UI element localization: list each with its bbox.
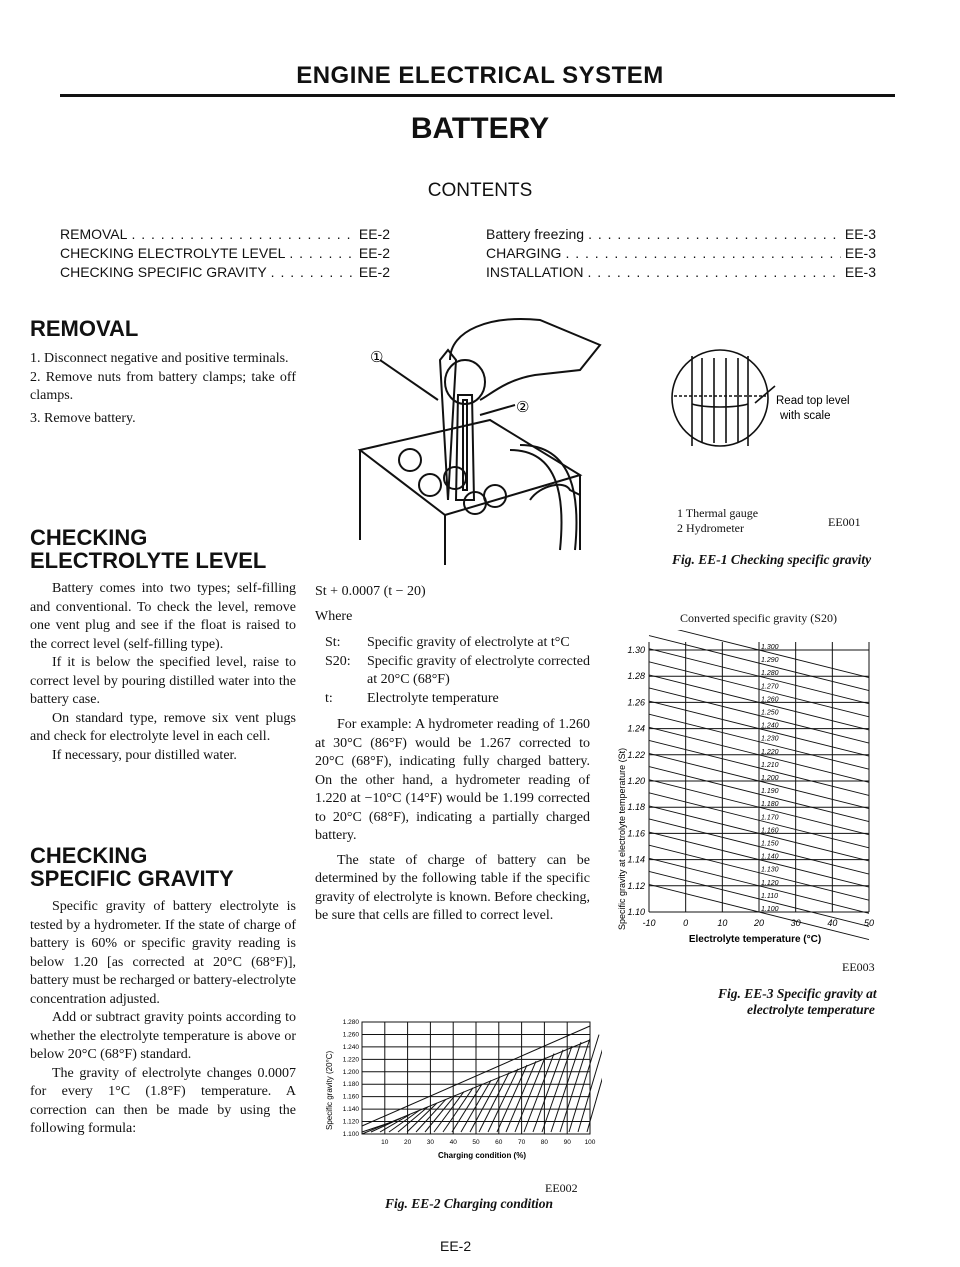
level-heading-line2: ELECTROLYTE LEVEL	[30, 548, 267, 573]
gravity-paragraph: Specific gravity of battery electrolyte is tested by a hydrometer. If the state of charge of battery is 60% or specific gravity reading is below 1.20 [as corrected at 20°C (68°F)], battery must be recharged or battery-electrolyte concentration adjusted.	[30, 899, 297, 1007]
fig2-y-tick: 1.120	[342, 1118, 359, 1126]
formula-def: t: Electrolyte temperature	[325, 690, 499, 706]
fig2-x-tick: 60	[495, 1139, 503, 1146]
fig2-band-hatch	[470, 1076, 500, 1132]
fig3-series-label: 1.140	[761, 853, 779, 861]
fig3-y-tick: 1.16	[627, 828, 645, 839]
fig3-title: Converted specific gravity (S20)	[680, 611, 837, 625]
fig3-series-label: 1.210	[761, 761, 779, 769]
fig3-series-label: 1.260	[761, 696, 779, 704]
fig3-series-label: 1.190	[761, 788, 779, 796]
inset-callout-line2: with scale	[780, 410, 831, 422]
gravity-heading-line1: CHECKING	[30, 843, 148, 868]
fig2-x-tick: 30	[426, 1139, 435, 1146]
fig3-y-tick: 1.12	[627, 880, 645, 891]
fig3-x-tick: 0	[683, 918, 689, 928]
toc-item[interactable]: INSTALLATION . . . EE-3	[486, 263, 876, 282]
fig3-series-label: 1.110	[761, 892, 778, 900]
fig2-x-tick: 70	[517, 1139, 526, 1146]
page-title: BATTERY	[410, 112, 550, 145]
charging-condition-chart	[322, 1010, 602, 1180]
level-body	[30, 580, 296, 765]
fig2-y-tick: 1.180	[342, 1081, 359, 1089]
fig3-y-tick: 1.22	[627, 749, 645, 760]
fig3-series-label: 1.200	[761, 775, 779, 782]
fig3-xlabel: Electrolyte temperature (°C)	[688, 934, 822, 945]
fig3-x-tick: 40	[827, 918, 838, 928]
fig2-y-tick: 1.280	[342, 1019, 359, 1026]
formula-block	[315, 583, 590, 926]
fig3-x-tick: 20	[753, 918, 765, 928]
fig2-x-tick: 50	[472, 1139, 480, 1146]
fig3-y-tick: 1.10	[627, 907, 645, 917]
fig2-band-hatch	[398, 1107, 428, 1132]
fig3-series-label: 1.240	[761, 722, 779, 730]
fig2-ylabel: Specific gravity (20°C)	[325, 1050, 334, 1130]
formula-def: St: Specific gravity of electrolyte at t°C	[325, 635, 570, 650]
fig2-y-tick: 1.100	[342, 1131, 359, 1138]
toc-item[interactable]: CHECKING ELECTROLYTE LEVEL . . . EE-2	[60, 244, 390, 263]
formula-example: For example: A hydrometer reading of 1.260 at 30°C (86°F) would be 1.267 corrected to 20°C (68°F), indicating fully charged battery. On the other hand, a hydrometer reading of 1.220 at −10°C (14°F) would be 1.199 corrected to 20°C (68°F), indicating a partially charged battery.	[315, 717, 590, 843]
fig1-caption: Fig. EE-1 Checking specific gravity	[672, 552, 872, 567]
gravity-paragraph: Add or subtract gravity points according to whether the electrolyte temperature is above or below 20°C (68°F) standard.	[30, 1010, 296, 1062]
level-paragraph: On standard type, remove six vent plugs and check for electrolyte level in each cell.	[30, 710, 296, 744]
fig2-band-hatch	[416, 1099, 446, 1132]
fig2-band-hatch	[587, 1027, 602, 1132]
level-paragraph: If necessary, pour distilled water.	[52, 747, 237, 763]
toc-item[interactable]: Battery freezing . . . EE-3	[486, 225, 876, 244]
fig2-y-tick: 1.220	[342, 1056, 359, 1064]
fig3-series-label: 1.100	[761, 906, 779, 913]
state-of-charge-text: The state of charge of battery can be determined by the following table if the specific gravity of electrolyte is known. Before checking, be sure that cells are filled to correct level.	[315, 852, 590, 923]
fig2-caption: Fig. EE-2 Charging condition	[385, 1196, 554, 1211]
gravity-heading-line2: SPECIFIC GRAVITY	[30, 866, 234, 891]
fig3-series-label: 1.280	[761, 670, 779, 678]
fig2-x-tick: 90	[563, 1139, 571, 1146]
toc-left	[60, 225, 390, 282]
level-paragraph: Battery comes into two types; self-filling and conventional. To check the level, remove one vent plug and see if the float is raised to the correct level (self-filling type).	[30, 581, 296, 652]
removal-heading: REMOVAL	[30, 316, 139, 341]
fig2-band-hatch	[551, 1042, 581, 1132]
fig3-ylabel: Specific gravity at electrolyte temperature (St)	[617, 747, 627, 930]
fig3-y-tick: 1.30	[627, 645, 645, 655]
fig2-y-tick: 1.240	[342, 1043, 359, 1051]
fig3-series-label: 1.160	[761, 827, 779, 835]
fig3-series-label: 1.120	[761, 879, 779, 887]
fig3-x-tick: -10	[642, 918, 656, 928]
fig1-marker-1: ①	[370, 349, 384, 366]
system-header: ENGINE ELECTRICAL SYSTEM	[296, 62, 664, 89]
fig2-y-tick: 1.260	[342, 1031, 359, 1039]
specific-gravity-chart	[605, 630, 895, 950]
fig3-series-label: 1.130	[761, 866, 779, 874]
gravity-paragraph: The gravity of electrolyte changes 0.0007 for every 1°C (1.8°F) temperature. A correction can then be made by using the following formula:	[30, 1065, 296, 1136]
fig3-series-label: 1.220	[761, 748, 779, 756]
fig1-legend-1: 1 Thermal gauge	[677, 506, 759, 520]
removal-steps	[30, 350, 296, 428]
level-heading-line1: CHECKING	[30, 525, 148, 550]
fig1-marker-2: ②	[516, 399, 530, 416]
fig2-band-hatch	[425, 1095, 455, 1132]
toc-item[interactable]: REMOVAL . . . EE-2	[60, 225, 390, 244]
level-paragraph: If it is below the specified level, raise to correct level by pouring distilled water into the battery case.	[30, 655, 296, 707]
toc-item[interactable]: CHECKING SPECIFIC GRAVITY . . . EE-2	[60, 263, 390, 282]
fig3-series-label: 1.300	[761, 644, 779, 651]
fig2-band-hatch	[407, 1103, 437, 1132]
fig2-band-hatch	[560, 1038, 590, 1132]
removal-step: 2. Remove nuts from battery clamps; take off clamps.	[30, 369, 296, 403]
fig3-series-label: 1.250	[761, 709, 779, 717]
fig2-y-tick: 1.160	[342, 1093, 359, 1101]
removal-step: 1. Disconnect negative and positive terminals.	[30, 351, 289, 366]
fig2-band-hatch	[479, 1073, 509, 1132]
fig3-caption-line1: Fig. EE-3 Specific gravity at	[718, 986, 877, 1001]
gravity-body	[30, 898, 296, 1139]
fig3-x-tick: 50	[863, 918, 875, 928]
hydrometer-detail-inset	[670, 338, 870, 468]
fig2-code: EE002	[545, 1181, 578, 1195]
fig3-y-tick: 1.26	[627, 697, 645, 708]
fig2-x-tick: 40	[449, 1139, 457, 1146]
fig2-band-hatch	[488, 1069, 518, 1132]
fig3-series-label: 1.180	[761, 801, 779, 809]
fig1-legend-2: 2 Hydrometer	[677, 521, 744, 535]
fig2-x-tick: 20	[403, 1139, 412, 1146]
inset-callout-line1: Read top level	[776, 395, 850, 407]
formula-def: S20: Specific gravity of electrolyte corrected at 20°C (68°F)	[325, 653, 590, 687]
fig3-y-tick: 1.14	[627, 854, 645, 865]
fig2-x-tick: 10	[381, 1139, 389, 1146]
toc-right	[486, 225, 876, 282]
fig3-y-tick: 1.24	[627, 723, 645, 734]
fig1-code: EE001	[828, 515, 861, 529]
fig3-x-tick: 10	[717, 918, 728, 928]
formula-where: Where	[315, 608, 353, 624]
removal-step: 3. Remove battery.	[30, 410, 136, 426]
fig2-y-tick: 1.140	[342, 1106, 359, 1114]
fig3-series-label: 1.270	[761, 683, 779, 691]
page-number: EE-2	[440, 1238, 472, 1254]
fig3-series-label: 1.230	[761, 735, 779, 743]
toc-item[interactable]: CHARGING . . . EE-3	[486, 244, 876, 263]
hydrometer-illustration	[330, 300, 610, 570]
fig2-x-tick: 80	[540, 1139, 549, 1146]
fig3-caption-line2: electrolyte temperature	[747, 1002, 875, 1017]
fig2-y-tick: 1.200	[342, 1068, 359, 1076]
fig3-x-tick: 30	[790, 918, 801, 928]
fig3-series-label: 1.290	[761, 657, 779, 665]
header-rule	[60, 94, 895, 97]
fig3-series-label: 1.170	[761, 814, 779, 822]
contents-heading: CONTENTS	[427, 180, 533, 201]
formula: St + 0.0007 (t − 20)	[315, 584, 426, 599]
fig2-band-hatch	[569, 1035, 599, 1132]
fig3-series-label: 1.150	[761, 840, 779, 848]
fig3-y-tick: 1.28	[627, 671, 645, 682]
fig2-x-tick: 100	[584, 1139, 596, 1146]
fig2-xlabel: Charging condition (%)	[438, 1151, 526, 1160]
fig3-code: EE003	[842, 960, 875, 974]
fig3-y-tick: 1.18	[627, 802, 645, 813]
fig3-y-tick: 1.20	[627, 776, 645, 786]
